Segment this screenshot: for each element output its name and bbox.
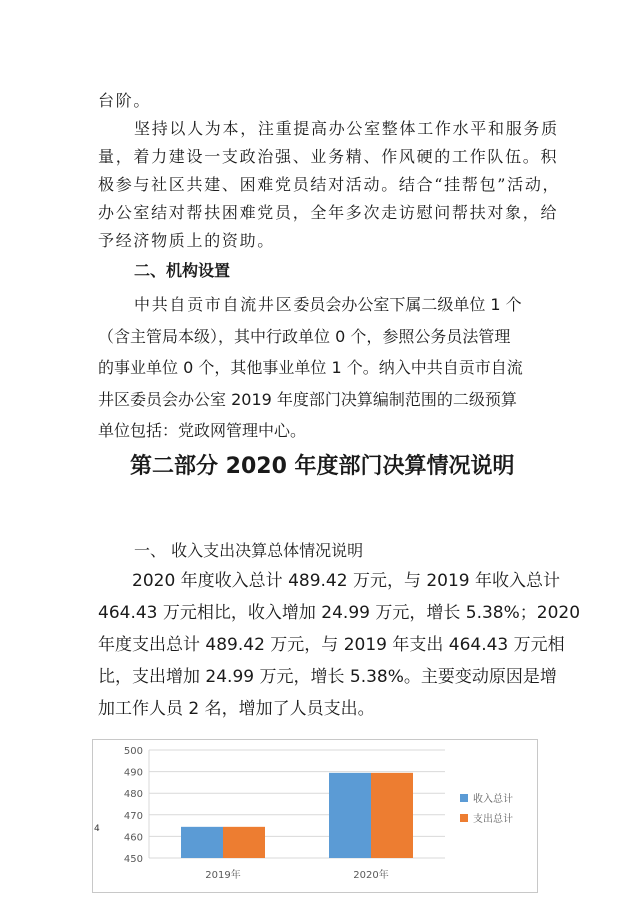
legend-label: 支出总计 [473, 814, 513, 825]
income-expense-chart [92, 739, 538, 893]
paragraph-line: 2020 年度收入总计 489.42 万元，与 2019 年收入总计 [132, 571, 561, 591]
paragraph-line: 年度支出总计 489.42 万元，与 2019 年支出 464.43 万元相 [98, 635, 565, 655]
section-heading-org: 二、机构设置 [134, 261, 231, 280]
paragraph-line: 予经济物质上的资助。 [98, 231, 276, 250]
bar-expense [223, 827, 265, 858]
legend-swatch [460, 794, 468, 802]
bar-expense [371, 773, 413, 858]
x-tick-label: 2019年 [205, 870, 241, 881]
paragraph-fragment: 中共自贡市自流井区 [134, 295, 294, 314]
paragraph-line: 比，支出增加 24.99 万元，增长 5.38%。主要变动原因是增 [98, 667, 557, 687]
bar-income [181, 827, 223, 858]
legend-swatch [460, 814, 468, 822]
paragraph-fragment: 委员会办公室下属二级单位 1 个 [293, 295, 522, 314]
bar-chart-svg [93, 740, 537, 892]
y-tick-label: 470 [123, 810, 143, 822]
paragraph-line: 加工作人员 2 名，增加了人员支出。 [98, 699, 375, 719]
y-tick-label: 450 [123, 854, 143, 865]
section-heading-income: 一、 收入支出决算总体情况说明 [134, 541, 364, 560]
paragraph-line: 极参与社区共建、困难党员结对活动。结合“挂帮包”活动， [98, 175, 561, 194]
paragraph-line: 办公室结对帮扶困难党员，全年多次走访慰问帮扶对象，给 [98, 203, 559, 222]
paragraph-line [134, 292, 522, 315]
x-tick-label: 2020年 [353, 870, 389, 881]
part-title: 第二部分 2020 年度部门决算情况说明 [130, 454, 515, 479]
paragraph-line: 井区委员会办公室 2019 年度部门决算编制范围的二级预算 [98, 390, 517, 409]
y-tick-label: 480 [123, 789, 143, 801]
paragraph-line: 的事业单位 0 个，其他事业单位 1 个。纳入中共自贡市自流 [98, 358, 523, 377]
y-tick-label: 490 [123, 767, 143, 779]
paragraph-line: 单位包括：党政网管理中心。 [98, 421, 307, 440]
y-tick-label: 500 [123, 746, 143, 757]
paragraph-line: 量，着力建设一支政治强、业务精、作风硬的工作队伍。积 [98, 147, 559, 166]
bar-income [329, 773, 371, 858]
paragraph-line: 464.43 万元相比，收入增加 24.99 万元，增长 5.38%；2020 [98, 603, 581, 623]
paragraph-line: 台阶。 [98, 91, 152, 110]
legend-label: 收入总计 [473, 794, 513, 805]
y-tick-label: 460 [123, 832, 143, 844]
page-number: 4 [94, 824, 100, 834]
paragraph-line: 坚持以人为本，注重提高办公室整体工作水平和服务质 [134, 119, 559, 138]
paragraph-line: （含主管局本级），其中行政单位 0 个，参照公务员法管理 [98, 327, 511, 346]
